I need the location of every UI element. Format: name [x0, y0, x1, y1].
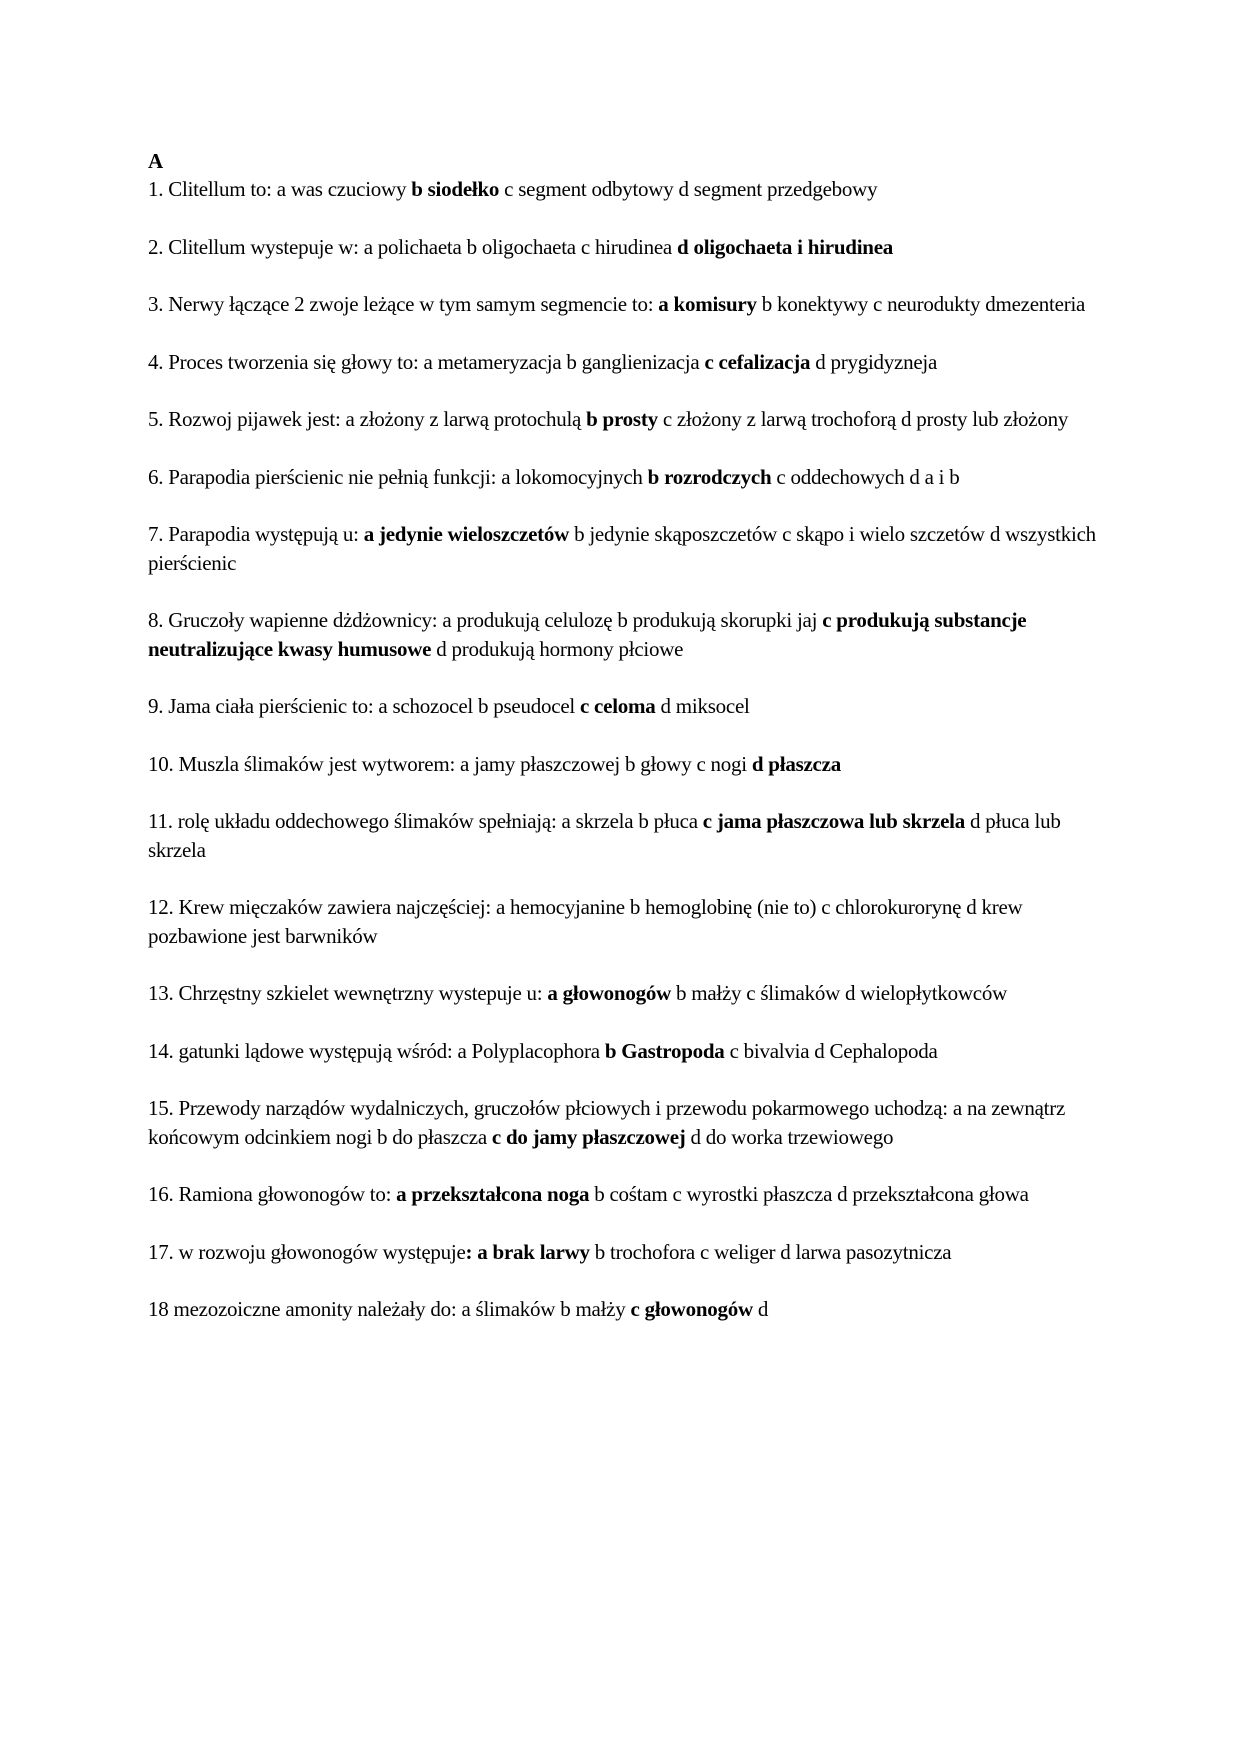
question-text: c bivalvia d Cephalopoda: [724, 1038, 938, 1063]
question-item: [148, 1295, 1098, 1324]
question-text: 6. Parapodia pierścienic nie pełnią funkcji: a lokomocyjnych: [148, 464, 648, 489]
question-item: [148, 348, 1098, 377]
correct-answer: a komisury: [658, 292, 757, 316]
question-text: c złożony z larwą trochoforą d prosty lub złożony: [657, 407, 1069, 431]
question-text: 3. Nerwy łączące 2 zwoje leżące w tym samym segmencie to:: [148, 292, 659, 316]
question-text: 8. Gruczoły wapienne dżdżownicy: a produkują celulozę b produkują skorupki jaj: [148, 608, 823, 632]
question-text: 18 mezozoiczne amonity należały do: a ślimaków b małży: [148, 1297, 631, 1321]
correct-answer: c cefalizacja: [704, 349, 811, 374]
question-item: [148, 606, 1098, 663]
correct-answer: c produkują substancje neutralizujące kwasy humusowe: [148, 608, 1027, 661]
question-item: [148, 692, 1098, 721]
question-item: [148, 893, 1098, 950]
question-item: [148, 1094, 1098, 1151]
question-text: d produkują hormony płciowe: [431, 636, 684, 661]
question-text: c segment odbytowy d segment przedgebowy: [499, 177, 878, 201]
question-text: 17. w rozwoju głowonogów występuje: [148, 1239, 466, 1264]
question-text: d do worka trzewiowego: [685, 1124, 894, 1149]
question-item: [148, 175, 1098, 204]
question-item: [148, 1238, 1098, 1267]
question-text: b małży c ślimaków d wielopłytkowców: [671, 981, 1008, 1005]
question-item: [148, 405, 1098, 434]
question-item: [148, 979, 1098, 1008]
section-heading: A: [148, 149, 164, 173]
question-text: 15. Przewody narządów wydalniczych, gruczołów płciowych i przewodu pokarmowego uchodzą: a na zewnątrz końcowym odcinkiem nogi b do płaszcza: [148, 1096, 1066, 1149]
correct-answer: c celoma: [579, 694, 656, 718]
question-item: [148, 233, 1098, 262]
question-text: b konektywy c neurodukty dmezenteria: [756, 292, 1086, 316]
correct-answer: b rozrodczych: [647, 464, 772, 489]
question-item: [148, 290, 1098, 319]
question-item: [148, 807, 1098, 864]
document-page: [148, 147, 1098, 1353]
question-text: d miksocel: [655, 694, 750, 718]
correct-answer: a przekształcona noga: [396, 1182, 590, 1206]
question-text: b jedynie skąposzczetów c skąpo i wielo szczetów d wszystkich pierścienic: [148, 522, 1096, 575]
correct-answer: a głowonogów: [547, 981, 671, 1005]
question-item: [148, 750, 1098, 779]
question-item: [148, 463, 1098, 492]
correct-answer: d oligochaeta i hirudinea: [677, 234, 894, 259]
correct-answer: b Gastropoda: [604, 1038, 725, 1063]
question-text: 9. Jama ciała pierścienic to: a schozocel b pseudocel: [148, 694, 580, 718]
question-text: b trochofora c weliger d larwa pasozytnicza: [589, 1239, 952, 1264]
question-text: b cośtam c wyrostki płaszcza d przekształcona głowa: [589, 1182, 1029, 1206]
question-text: 7. Parapodia występują u:: [148, 522, 364, 546]
correct-answer: b prosty: [586, 407, 658, 431]
question-item: [148, 1180, 1098, 1209]
question-text: 10. Muszla ślimaków jest wytworem: a jamy płaszczowej b głowy c nogi: [148, 751, 752, 776]
correct-answer: d płaszcza: [751, 751, 841, 776]
question-text: 2. Clitellum wystepuje w: a polichaeta b oligochaeta c hirudinea: [148, 234, 678, 259]
question-text: 16. Ramiona głowonogów to:: [148, 1182, 397, 1206]
question-text: 12. Krew mięczaków zawiera najczęściej: a hemocyjanine b hemoglobinę (nie to) c chlorokurorynę d krew pozbawione jest barwników: [148, 895, 1023, 948]
question-text: 13. Chrzęstny szkielet wewnętrzny wystepuje u:: [148, 981, 548, 1005]
correct-answer: c do jamy płaszczowej: [491, 1124, 686, 1149]
correct-answer: b siodełko: [411, 177, 500, 201]
question-text: 1. Clitellum to: a was czuciowy: [148, 177, 412, 201]
question-text: 11. rolę układu oddechowego ślimaków spełniają: a skrzela b płuca: [148, 809, 703, 833]
correct-answer: a jedynie wieloszczetów: [363, 522, 570, 546]
correct-answer: c głowonogów: [630, 1297, 753, 1321]
question-item: [148, 1037, 1098, 1066]
question-text: d: [752, 1297, 769, 1321]
question-text: d płuca lub skrzela: [148, 809, 1061, 862]
question-text: 5. Rozwoj pijawek jest: a złożony z larwą protochulą: [148, 407, 587, 431]
question-text: 14. gatunki lądowe występują wśród: a Polyplacophora: [148, 1038, 605, 1063]
correct-answer: : a brak larwy: [465, 1239, 590, 1264]
correct-answer: c jama płaszczowa lub skrzela: [702, 809, 966, 833]
question-text: 4. Proces tworzenia się głowy to: a metameryzacja b ganglienizacja: [148, 349, 705, 374]
question-list: [148, 175, 1098, 1324]
question-item: [148, 520, 1098, 577]
question-text: d prygidyzneja: [810, 349, 938, 374]
question-text: c oddechowych d a i b: [771, 464, 960, 489]
